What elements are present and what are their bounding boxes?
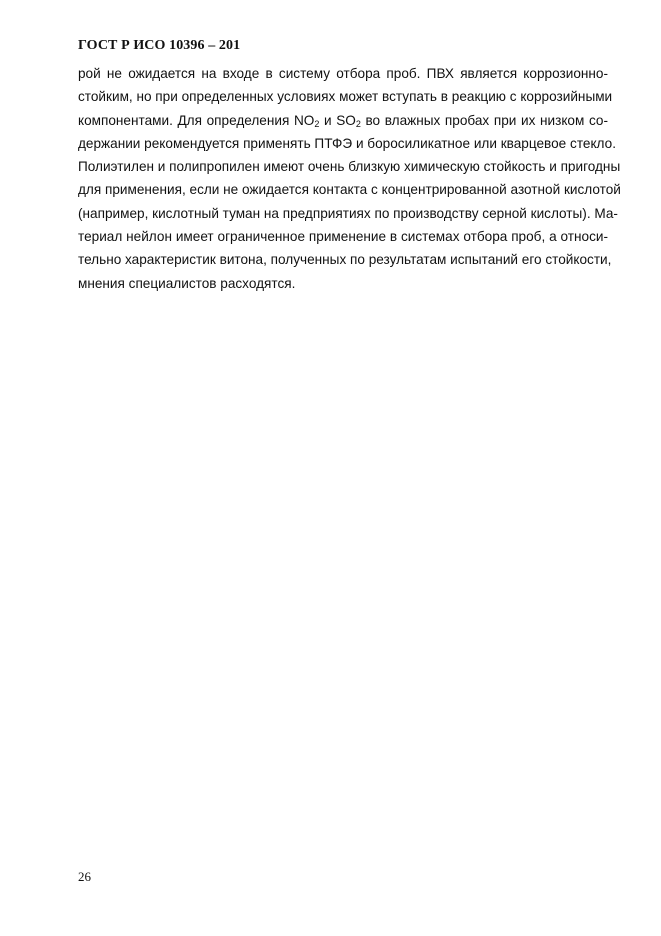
text-line-3-part-2: и SO <box>319 112 356 128</box>
page-number: 26 <box>78 869 91 884</box>
document-header: ГОСТ Р ИСО 10396 – 201 <box>78 38 241 53</box>
text-line-10: мнения специалистов расходятся. <box>78 275 296 291</box>
text-line-2: стойким, но при определенных условиях может вступать в реакцию с коррозийными <box>78 89 613 105</box>
text-line-5: Полиэтилен и полипропилен имеют очень близкую химическую стойкость и пригодны <box>78 159 621 175</box>
text-line-1: рой не ожидается на входе в систему отбора проб. ПВХ является коррозионно- <box>78 66 608 81</box>
text-line-3 <box>78 109 608 132</box>
text-line-6: для применения, если не ожидается контакта с концентрированной азотной кислотой <box>78 182 621 198</box>
body-paragraph <box>78 62 621 295</box>
text-line-7: (например, кислотный туман на предприятиях по производству серной кислоты). Ма- <box>78 205 618 221</box>
no2-subscript: 2 <box>314 118 320 129</box>
text-line-8: териал нейлон имеет ограниченное применение в системах отбора проб, а относи- <box>78 229 608 245</box>
so2-subscript: 2 <box>355 118 361 129</box>
text-line-9: тельно характеристик витона, полученных по результатам испытаний его стойкости, <box>78 252 612 268</box>
text-line-4: держании рекомендуется применять ПТФЭ и боросиликатное или кварцевое стекло. <box>78 135 616 151</box>
text-line-3-part-3: во влажных пробах при их низком со- <box>360 112 608 128</box>
text-line-3-part-1: компонентами. Для определения NO <box>78 112 315 128</box>
